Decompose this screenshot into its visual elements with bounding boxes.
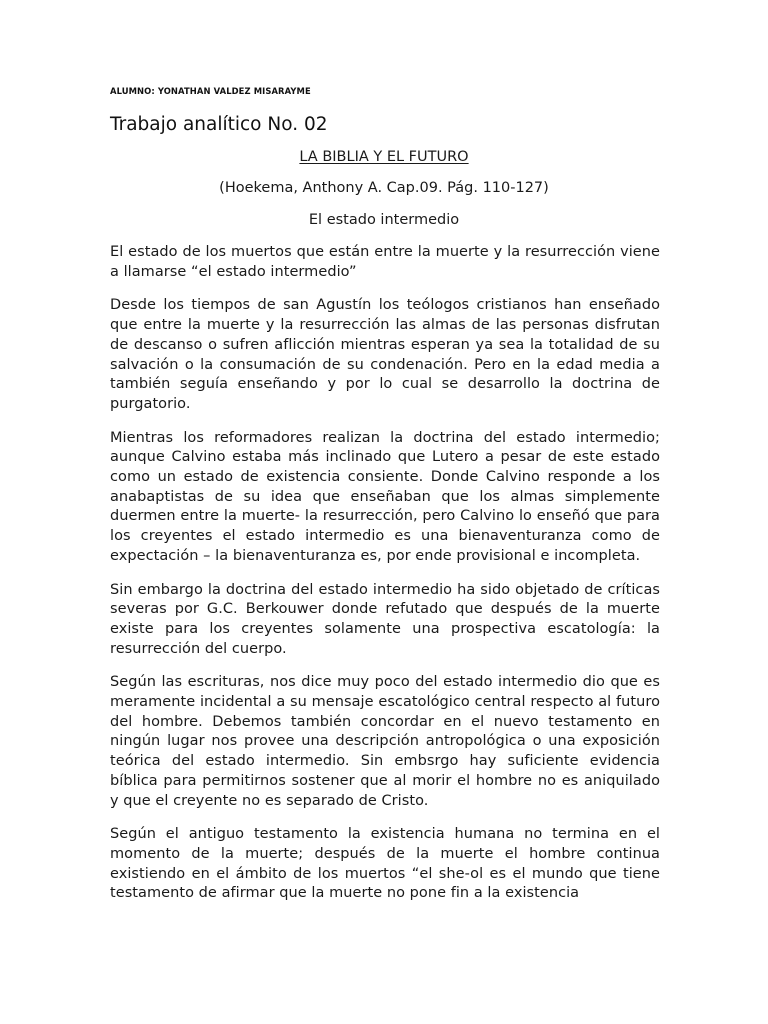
work-title: Trabajo analítico No. 02 [110, 114, 328, 135]
section-title: El estado intermedio [308, 212, 460, 228]
student-name: ALUMNO: YONATHAN VALDEZ MISARAYME [110, 86, 311, 96]
book-title: LA BIBLIA Y EL FUTURO [299, 149, 469, 165]
document-body [110, 243, 660, 904]
paragraph-3: Mientras los reformadores realizan la doctrina del estado intermedio; aunque Calvino estaba más inclinado que Lutero a pesar de este estado como un estado de existencia consiente. Donde Calvino responde a los anabaptistas de su idea que enseñaban que los almas simplemente duermen entre la muerte- la resurrección, pero Calvino lo enseñó que para los creyentes el estado intermedio es una bienaventuranza como de expectación – la bienaventuranza es, por ende provisional e incompleta. [110, 429, 660, 564]
paragraph-4: Sin embargo la doctrina del estado intermedio ha sido objetado de críticas severas por G.C. Berkouwer donde refutado que después de la muerte existe para los creyentes solamente una prospectiva escatología: la resurrección del cuerpo. [110, 581, 660, 657]
citation: (Hoekema, Anthony A. Cap.09. Pág. 110-127) [219, 180, 549, 196]
paragraph-1: El estado de los muertos que están entre la muerte y la resurrección viene a llamarse “el estado intermedio” [110, 244, 660, 280]
paragraph-2: Desde los tiempos de san Agustín los teólogos cristianos han enseñado que entre la muerte y la resurrección las almas de las personas disfrutan de descanso o sufren aflicción mientras esperan ya sea la totalidad de su salvación o la consumación de su condenación. Pero en la edad media a también seguía enseñando y por lo cual se desarrollo la doctrina de purgatorio. [110, 297, 660, 412]
paragraph-5: Según las escrituras, nos dice muy poco del estado intermedio dio que es meramente incidental a su mensaje escatológico central respecto al futuro del hombre. Debemos también concordar en el nuevo testamento en ningún lugar nos provee una descripción antropológica o una exposición teórica del estado intermedio. Sin embsrgo hay suficiente evidencia bíblica para permitirnos sostener que al morir el hombre no es aniquilado y que el creyente no es separado de Cristo. [110, 674, 660, 809]
paragraph-6: Según el antiguo testamento la existencia humana no termina en el momento de la muerte; después de la muerte el hombre continua existiendo en el ámbito de los muertos “el she-ol es el mundo que tiene testamento de afirmar que la muerte no pone fin a la existencia [110, 826, 660, 902]
